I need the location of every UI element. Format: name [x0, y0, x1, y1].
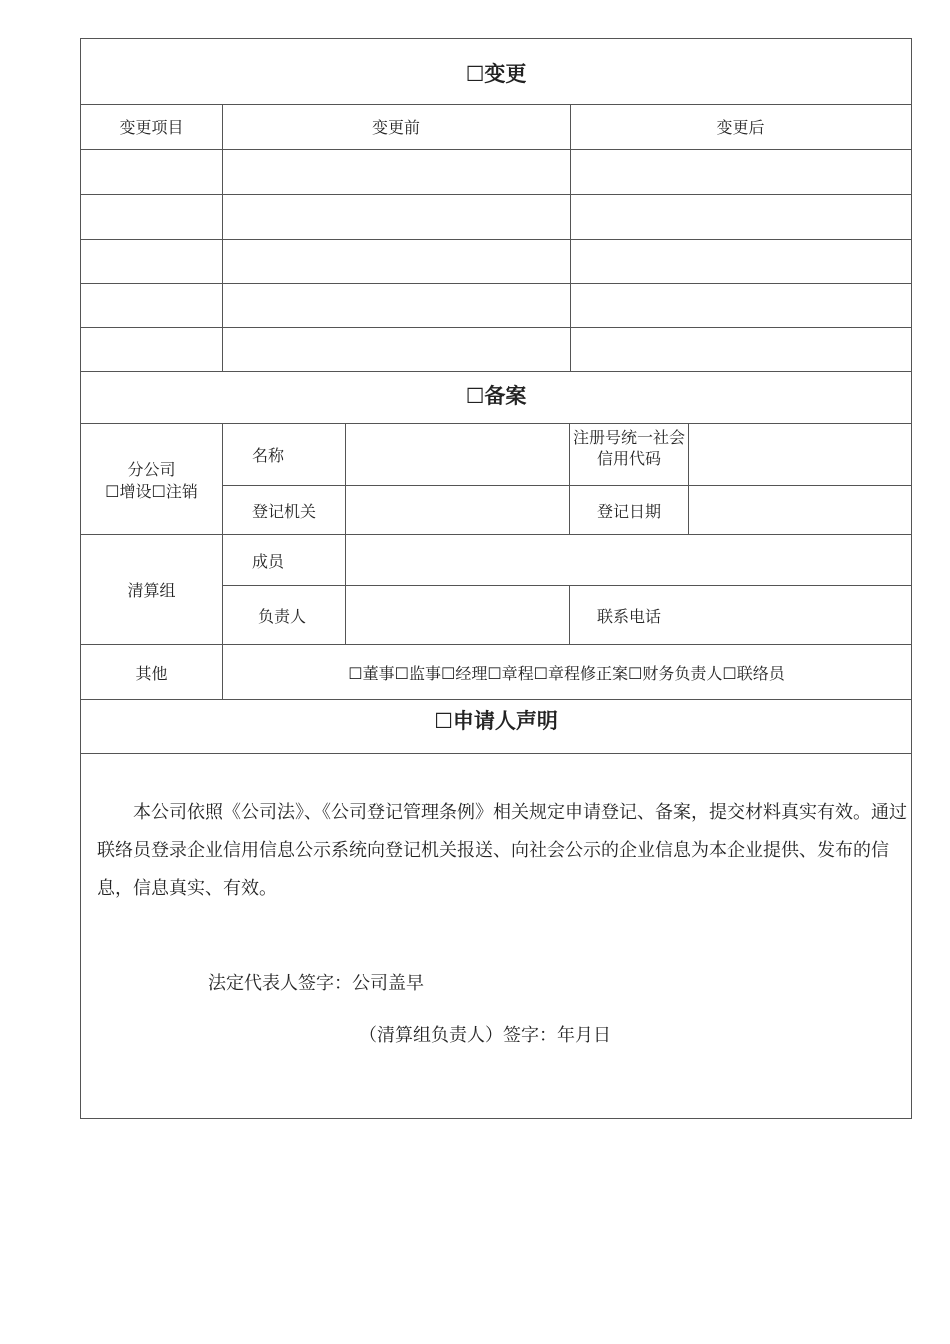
declaration-paragraph: 本公司依照《公司法》、《公司登记管理条例》相关规定申请登记、备案，提交材料真实有效。通过联络员登录企业信用信息公示系统向登记机关报送、向社会公示的企业信息为本企业提供、发布的信息，信息真实、有效。: [97, 802, 907, 899]
change-before-cell[interactable]: [223, 328, 570, 371]
divider: [81, 753, 911, 754]
change-before-cell[interactable]: [223, 195, 570, 239]
divider: [345, 423, 346, 644]
divider: [81, 104, 911, 105]
divider: [569, 585, 570, 644]
liquidation-signature-line: （清算组负责人）签字：年月日: [359, 1025, 611, 1046]
leader-value-cell[interactable]: [346, 586, 569, 644]
liquidation-label: 清算组: [127, 581, 176, 600]
change-before-cell[interactable]: [223, 240, 570, 283]
change-item-cell[interactable]: [81, 328, 222, 371]
change-before-cell[interactable]: [223, 284, 570, 327]
change-after-header: 变更后: [716, 118, 765, 137]
change-after-cell[interactable]: [571, 328, 911, 371]
phone-value-cell[interactable]: [689, 586, 911, 644]
reg-authority-value-cell[interactable]: [346, 486, 569, 534]
leader-label: 负责人: [258, 607, 307, 626]
change-after-cell[interactable]: [571, 195, 911, 239]
change-item-cell[interactable]: [81, 195, 222, 239]
other-label: 其他: [135, 664, 168, 683]
change-after-cell[interactable]: [571, 240, 911, 283]
phone-label: 联系电话: [596, 607, 661, 626]
divider: [222, 423, 223, 699]
members-value-cell[interactable]: [346, 535, 911, 585]
name-label: 名称: [252, 446, 285, 465]
change-after-cell[interactable]: [571, 284, 911, 327]
branch-options: ☐增设☐注销: [105, 482, 198, 501]
declaration-section-title: ☐申请人声明: [434, 709, 558, 733]
change-before-header: 变更前: [371, 118, 420, 137]
registration-form: [80, 38, 912, 1119]
divider: [81, 371, 911, 372]
change-item-cell[interactable]: [81, 240, 222, 283]
filing-section-title: ☐备案: [465, 384, 527, 408]
reg-date-value-cell[interactable]: [689, 486, 911, 534]
divider: [81, 644, 911, 645]
reg-code-label: 注册号统一社会信用代码: [572, 428, 685, 468]
members-label: 成员: [252, 552, 285, 571]
name-value-cell[interactable]: [346, 424, 569, 485]
reg-code-value-cell[interactable]: [689, 424, 911, 485]
change-section-title: ☐变更: [465, 62, 527, 86]
change-item-cell[interactable]: [81, 284, 222, 327]
legal-rep-signature-line: 法定代表人签字：公司盖早: [208, 973, 424, 994]
change-item-cell[interactable]: [81, 150, 222, 194]
change-item-header: 变更项目: [119, 118, 184, 137]
divider: [688, 423, 689, 534]
divider: [569, 423, 570, 534]
branch-label: 分公司: [127, 460, 176, 479]
divider: [81, 699, 911, 700]
change-after-cell[interactable]: [571, 150, 911, 194]
change-before-cell[interactable]: [223, 150, 570, 194]
reg-authority-label: 登记机关: [252, 502, 317, 521]
reg-date-label: 登记日期: [596, 502, 661, 521]
other-options[interactable]: ☐董事☐监事☐经理☐章程☐章程修正案☐财务负责人☐联络员: [348, 664, 785, 683]
